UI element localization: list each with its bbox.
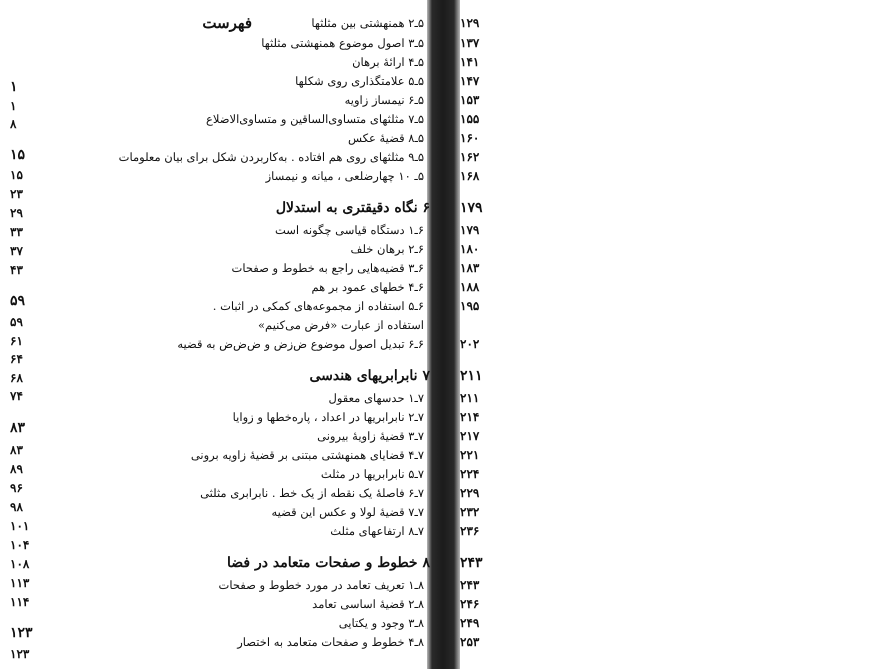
entry-page-number: ۲۵۳ (460, 635, 480, 649)
entry-page-number: ۴۳ (10, 263, 23, 277)
toc-title: فهرست (202, 14, 252, 32)
entry-page-number: ۱۹۵ (460, 299, 480, 313)
entry-page-number: ۱۴۱ (460, 55, 480, 69)
entry-page-number: ۲۴۶ (460, 597, 480, 611)
entry-page-number: ۲۴۹ (460, 616, 480, 630)
entry-page-number: ۱۵۵ (460, 112, 480, 126)
entry-page-number: ۱۲۳ (10, 625, 33, 641)
entry-page-number: ۲۴۳ (460, 555, 483, 571)
entry-page-number: ۲۳ (10, 187, 23, 201)
entry-page-number: ۶۸ (10, 371, 23, 385)
entry-title: ۷ـ۱ حدسهای معقول (328, 391, 424, 405)
entry-page-number: ۱۱۴ (10, 595, 30, 609)
entry-page-number: ۱۰۱ (10, 519, 30, 533)
entry-title: ۸ خطوط و صفحات متعامد در فضا (227, 555, 430, 571)
entry-page-number: ۲۱۱ (460, 368, 483, 384)
entry-page-number: ۲۱۱ (460, 391, 480, 405)
entry-page-number: ۳۳ (10, 225, 23, 239)
entry-title: ۵ـ۲ همنهشتی بین مثلثها (311, 16, 424, 30)
entry-page-number: ۲۰۲ (460, 337, 480, 351)
entry-title: ۷ـ۸ ارتفاعهای مثلث (330, 524, 424, 538)
entry-page-number: ۸۳ (10, 443, 23, 457)
entry-page-number: ۶۱ (10, 334, 23, 348)
entry-title: ۵ـ۸ قضیهٔ عکس (347, 131, 424, 145)
entry-page-number: ۸۳ (10, 420, 26, 436)
entry-page-number: ۱۰۸ (10, 557, 30, 571)
entry-title: استفاده از عبارت «فرض می‌کنیم» (258, 318, 424, 332)
entry-page-number: ۱۸۸ (460, 280, 480, 294)
entry-page-number: ۱۳۷ (460, 36, 480, 50)
entry-page-number: ۲۱۴ (460, 410, 480, 424)
entry-page-number: ۱۵ (10, 168, 23, 182)
entry-page-number: ۲۱۷ (460, 429, 480, 443)
entry-page-number: ۱۴۷ (460, 74, 480, 88)
entry-title: ۷ـ۶ فاصلهٔ یک نقطه از یک خط . نابرابری مثلثی (200, 486, 424, 500)
entry-title: ۶ـ۴ خطهای عمود بر هم (311, 280, 424, 294)
entry-title: ۷ نابرابریهای هندسی (309, 368, 430, 384)
entry-page-number: ۱۸۰ (460, 242, 480, 256)
entry-page-number: ۱۶۰ (460, 131, 480, 145)
entry-page-number: ۱۸۳ (460, 261, 480, 275)
entry-page-number: ۱۷۹ (460, 223, 480, 237)
entry-page-number: ۲۴۳ (460, 578, 480, 592)
entry-page-number: ۸۹ (10, 462, 23, 476)
entry-page-number: ۹۶ (10, 481, 23, 495)
entry-page-number: ۱ (10, 99, 17, 113)
entry-page-number: ۵۹ (10, 315, 23, 329)
entry-title: ۶ـ۱ دستگاه قیاسی چگونه است (274, 223, 424, 237)
entry-title: ۸ـ۱ تعریف تعامد در مورد خطوط و صفحات (218, 578, 424, 592)
book-gutter (427, 0, 460, 669)
entry-page-number: ۱ (10, 79, 18, 95)
entry-title: ۸ـ۳ وجود و یکتایی (338, 616, 424, 630)
entry-page-number: ۲۹ (10, 206, 23, 220)
entry-title: ۵ـ۷ مثلثهای متساوی‌الساقین و متساوی‌الاضلاع (206, 112, 424, 126)
entry-title: ۶ نگاه دقیقتری به استدلال (275, 200, 430, 216)
entry-page-number: ۸ (10, 117, 17, 131)
entry-page-number: ۲۳۲ (460, 505, 480, 519)
entry-title: ۸ـ۴ خطوط و صفحات متعامد به اختصار (237, 635, 424, 649)
entry-page-number: ۳۷ (10, 244, 23, 258)
entry-page-number: ۱۶۲ (460, 150, 480, 164)
entry-title: ۶ـ۵ استفاده از مجموعه‌های کمکی در اثبات . (212, 299, 424, 313)
entry-title: ۵ـ۹ مثلثهای روی هم افتاده . به‌کاربردن شکل برای بیان معلومات (118, 150, 424, 164)
entry-page-number: ۲۲۱ (460, 448, 480, 462)
entry-title: ۷ـ۲ نابرابریها در اعداد ، پاره‌خطها و زوایا (232, 410, 424, 424)
entry-page-number: ۲۳۶ (460, 524, 480, 538)
entry-title: ۵ـ۵ علامتگذاری روی شکلها (295, 74, 424, 88)
entry-page-number: ۲۲۹ (460, 486, 480, 500)
entry-page-number: ۱۵ (10, 147, 26, 163)
entry-page-number: ۱۵۳ (460, 93, 480, 107)
entry-title: ۷ـ۴ قضایای همنهشتی مبتنی بر قضیهٔ زاویه برونی (190, 448, 424, 462)
entry-title: ۷ـ۵ نابرابریها در مثلث (320, 467, 424, 481)
entry-title: ۶ـ۶ تبدیل اصول موضوع ض‌زض و ض‌ض‌ض به قضیه (177, 337, 424, 351)
entry-page-number: ۹۸ (10, 500, 23, 514)
entry-page-number: ۱۷۹ (460, 200, 483, 216)
entry-page-number: ۶۴ (10, 352, 23, 366)
entry-title: ۶ـ۳ قضیه‌هایی راجع به خطوط و صفحات (231, 261, 424, 275)
entry-title: ۵ـ۶ نیمساز زاویه (344, 93, 424, 107)
entry-page-number: ۷۴ (10, 389, 23, 403)
entry-title: ۸ـ۲ قضیهٔ اساسی تعامد (312, 597, 424, 611)
entry-page-number: ۲۲۴ (460, 467, 480, 481)
entry-page-number: ۵۹ (10, 293, 26, 309)
entry-title: ۷ـ۷ قضیهٔ لولا و عکس این قضیه (271, 505, 424, 519)
entry-page-number: ۱۱۳ (10, 576, 30, 590)
entry-title: ۷ـ۳ قضیهٔ زاویهٔ بیرونی (317, 429, 424, 443)
entry-title: ۵ـ ۱۰ چهارضلعی ، میانه و نیمساز (265, 169, 424, 183)
entry-page-number: ۱۰۴ (10, 538, 30, 552)
entry-title: ۵ـ۳ اصول موضوع همنهشتی مثلثها (261, 36, 424, 50)
entry-page-number: ۱۲۳ (10, 647, 30, 661)
entry-title: ۶ـ۲ برهان خلف (350, 242, 424, 256)
entry-page-number: ۱۶۸ (460, 169, 480, 183)
entry-title: ۵ـ۴ ارائهٔ برهان (352, 55, 424, 69)
entry-page-number: ۱۲۹ (460, 16, 480, 30)
